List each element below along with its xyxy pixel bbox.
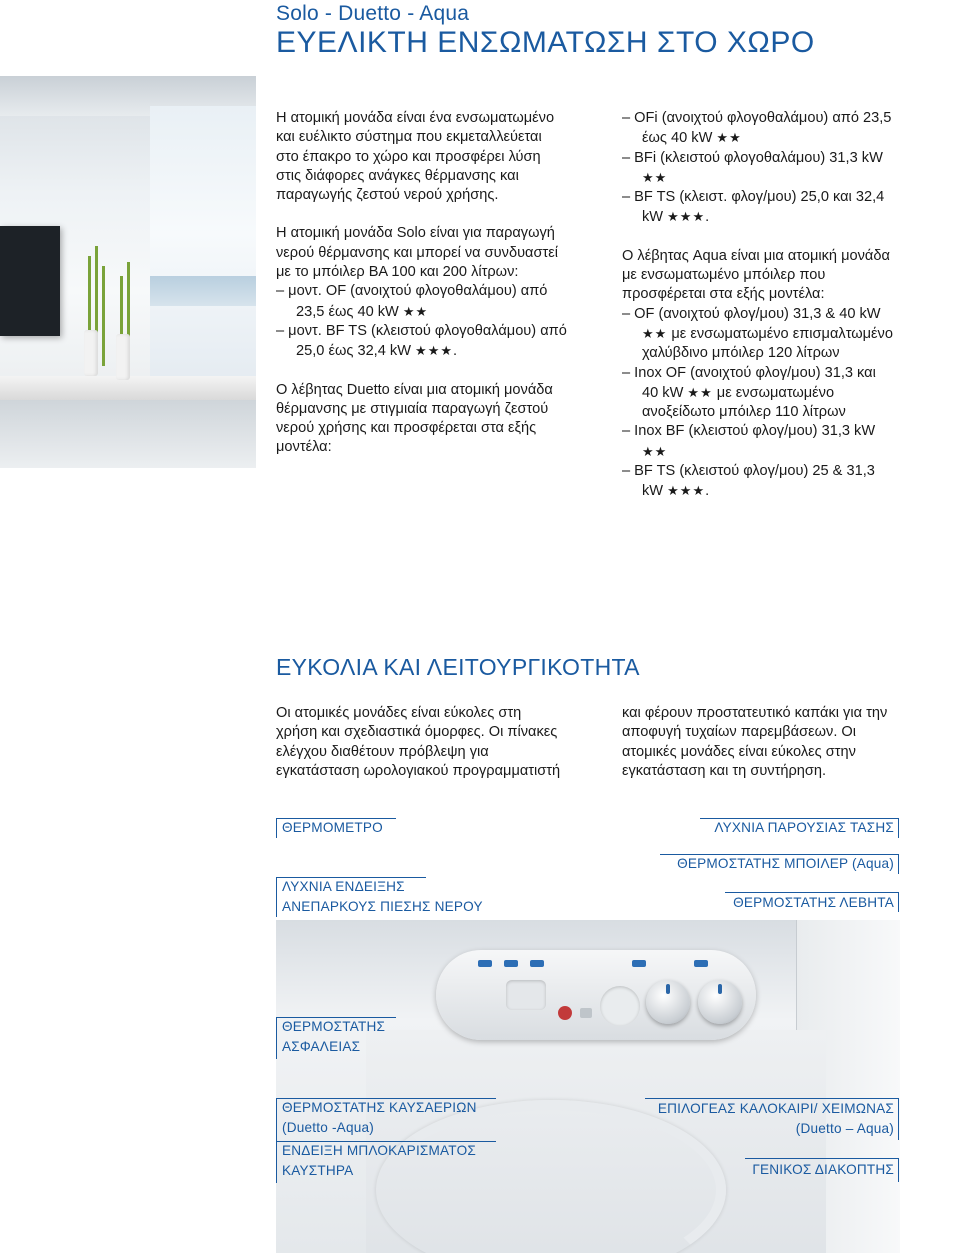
section2-left-text: Οι ατομικές μονάδες είναι εύκολες στη χρήση και σχεδιαστικά όμορφες. Οι πίνακες ελέγχου διαθέτουν πρόβλεψη για εγκατάσταση ωρολογιακού προγραμματιστή	[276, 705, 561, 779]
stars-icon: ★★	[642, 325, 668, 341]
label-burner-lock: ΕΝΔΕΙΞΗ ΜΠΛΟΚΑΡΙΣΜΑΤΟΣ ΚΑΥΣΤΗΡΑ	[282, 1143, 476, 1178]
duetto-item-bfi: – BFi (κλειστού φλογοθαλάμου) 31,3 kW ★★	[622, 149, 883, 185]
tv-illustration	[0, 226, 60, 336]
stars-icon: ★★	[402, 303, 429, 319]
control-panel	[436, 950, 756, 1040]
solo-item-bfts: – μοντ. BF TS (κλειστού φλογοθαλάμου) από 25,0 έως 32,4 kW ★★★.	[276, 322, 567, 360]
right-column	[622, 109, 894, 502]
section2-right-text: και φέρουν προστατευτικό καπάκι για την αποφυγή τυχαίων παρεμβάσεων. Οι ατομικές μονάδες είναι εύκολες στην εγκατάσταση και τη συντήρηση.	[622, 705, 888, 779]
boiler-control-panel-image	[276, 920, 900, 1253]
boiler-thermostat-knob[interactable]	[646, 980, 690, 1024]
aqua-paragraph: Ο λέβητας Aqua είναι μια ατομική μονάδα με ενσωματωμένο μπόιλερ που προσφέρεται στα εξής μοντέλα:	[622, 247, 890, 303]
section-title: ΕΥΚΟΛΙΑ ΚΑΙ ΛΕΙΤΟΥΡΓΙΚΟΤΗΤΑ	[276, 654, 640, 680]
label-flue-thermostat: ΘΕΡΜΟΣΤΑΤΗΣ ΚΑΥΣΑΕΡΙΩΝ (Duetto -Aqua)	[282, 1100, 477, 1135]
duetto-item-bfts: – BF TS (κλειστ. φλογ/μου) 25,0 και 32,4 kW ★★★.	[622, 189, 885, 226]
label-heater-thermostat: ΘΕΡΜΟΣΤΑΤΗΣ ΛΕΒΗΤΑ	[733, 895, 894, 910]
stars-icon: ★★★	[667, 209, 706, 225]
aqua-item-of: – OF (ανοιχτού φλογ/μου) 31,3 & 40 kW ★★ με ενσωματωμένο επισμαλτωμένο χαλύβδινο μπόιλερ 120 λίτρων	[622, 305, 893, 362]
stars-icon: ★★	[687, 384, 713, 400]
label-power-lamp: ΛΥΧΝΙΑ ΠΑΡΟΥΣΙΑΣ ΤΑΣΗΣ	[714, 820, 894, 835]
label-boiler-thermostat: ΘΕΡΜΟΣΤΑΤΗΣ ΜΠΟΙΛΕΡ (Aqua)	[677, 856, 894, 871]
stars-icon: ★★★	[667, 483, 706, 499]
label-pressure-lamp: ΛΥΧΝΙΑ ΕΝΔΕΙΞΗΣ ΑΝΕΠΑΡΚΟΥΣ ΠΙΕΣΗΣ ΝΕΡΟΥ	[282, 879, 483, 914]
stars-icon: ★★	[642, 443, 668, 459]
stars-icon: ★★★	[415, 343, 454, 359]
label-safety-thermostat: ΘΕΡΜΟΣΤΑΤΗΣ ΑΣΦΑΛΕΙΑΣ	[282, 1019, 386, 1054]
label-thermometer: ΘΕΡΜΟΜΕΤΡΟ	[282, 820, 383, 835]
aqua-item-inox-of: – Inox OF (ανοιχτού φλογ/μου) 31,3 και 40 kW ★★ με ενσωματωμένο ανοξείδωτο μπόιλερ 110 λίτρων	[622, 364, 876, 421]
header-subtitle: Solo - Duetto - Aqua	[276, 2, 470, 25]
stars-icon: ★★	[716, 130, 742, 146]
aqua-item-inox-bf: – Inox BF (κλειστού φλογ/μου) 31,3 kW ★★	[622, 423, 876, 459]
duetto-paragraph: Ο λέβητας Duetto είναι μια ατομική μονάδα θέρμανσης με στιγμιαία παραγωγή ζεστού νερού χρήσης και προσφέρεται στα εξής μοντέλα:	[276, 381, 553, 456]
page-title: ΕΥΕΛΙΚΤΗ ΕΝΣΩΜΑΤΩΣΗ ΣΤΟ ΧΩΡΟ	[276, 26, 815, 59]
heater-thermostat-knob[interactable]	[698, 980, 742, 1024]
intro-paragraph: Η ατομική μονάδα είναι ένα ενσωματωμένο και ευέλικτο σύστημα που εκμεταλλεύεται στο έπακρο το χώρο και προσφέρει λύση στις διάφορες ανάγκες θέρμανσης και παραγωγής ζεστού νερού χρήσης.	[276, 110, 555, 204]
interior-photo	[0, 76, 256, 468]
label-main-switch: ΓΕΝΙΚΟΣ ΔΙΑΚΟΠΤΗΣ	[752, 1162, 894, 1177]
label-season-selector: ΕΠΙΛΟΓΕΑΣ ΚΑΛΟΚΑΙΡΙ/ ΧΕΙΜΩΝΑΣ (Duetto – Aqua)	[657, 1101, 894, 1136]
solo-item-of: – μοντ. OF (ανοιχτού φλογοθαλάμου) από 23,5 έως 40 kW ★★	[276, 283, 548, 320]
left-column	[276, 109, 568, 477]
solo-paragraph: Η ατομική μονάδα Solo είναι για παραγωγή νερού θέρμανσης και μπορεί να συνδυαστεί με το μπόιλερ BA 100 και 200 λίτρων:	[276, 225, 559, 281]
duetto-item-ofi: – OFi (ανοιχτού φλογοθαλάμου) από 23,5 έως 40 kW ★★	[622, 110, 892, 147]
aqua-item-bfts: – BF TS (κλειστού φλογ/μου) 25 & 31,3 kW ★★★.	[622, 463, 875, 500]
stars-icon: ★★	[642, 169, 668, 185]
